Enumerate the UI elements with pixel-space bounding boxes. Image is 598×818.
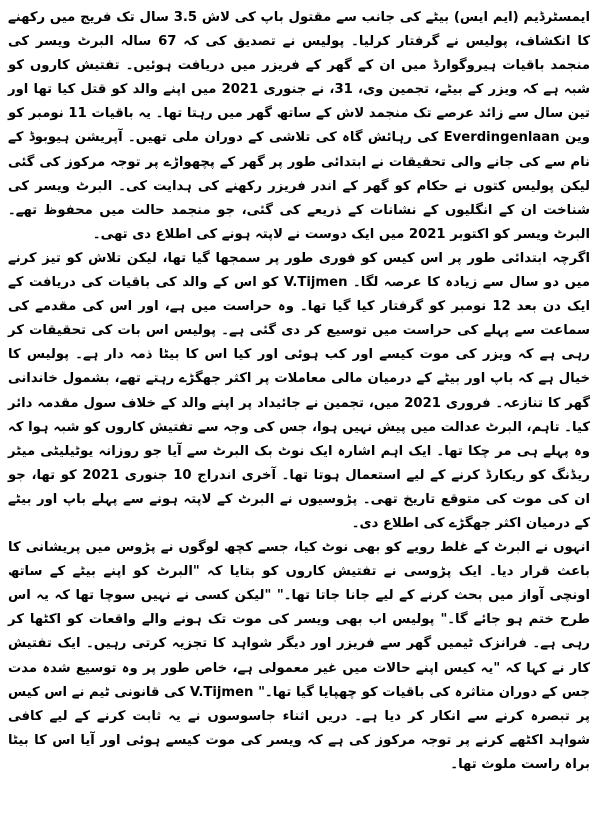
article-paragraph-1: ایمسٹرڈیم (ایم ایس) بیٹے کی جانب سے مقتول باپ کی لاش 3.5 سال تک فریج میں رکھنے کا انکشاف، پولیس نے گرفتار کرلیا۔ پولیس نے تصدیق کی کہ 67 سالہ البرٹ ویسر کی منجمد باقیات ہیروگوارڈ میں ان کے گھر کے فریزر میں دریافت ہوئیں۔ تفتیش کاروں کو شبہ ہے کہ ویزر کے بیٹے، تجمین وی، 31، نے جنوری 2021 میں اپنے والد کو قتل کیا تھا اور تین سال سے زائد عرصے تک منجمد لاش کے ساتھ گھر میں رہتا تھا۔ یہ باقیات 11 نومبر کو وین Everdingenlaan کی رہائش گاہ کی تلاشی کے دوران ملی تھیں۔ آپریشن ہیوبوڈ کے نام سے کی جانے والی تحقیقات نے ابتدائی طور پر گھر کے پچھواڑے پر توجہ مرکوز کی گئی لیکن پولیس کتوں نے حکام کو گھر کے اندر فریزر رکھنے کی ہدایت کی۔ البرٹ ویسر کی شناخت ان کے انگلیوں کے نشانات کے ذریعے کی گئی، جو منجمد حالت میں محفوظ تھے۔ البرٹ ویسر کو اکتوبر 2021 میں ایک دوست نے لاپتہ ہونے کی اطلاع دی تھی۔ xyxy=(8,10,591,242)
article-body xyxy=(8,6,590,777)
article-paragraph-2: اگرچہ ابتدائی طور پر اس کیس کو فوری طور پر سمجھا گیا تھا، لیکن تلاش کو تیز کرنے میں دو سال سے زیادہ کا عرصہ لگا۔ V.Tijmen کو اس کے والد کی باقیات کی دریافت کے ایک دن بعد 12 نومبر کو گرفتار کیا گیا تھا۔ وہ حراست میں ہے، اور اس کی مقدمے کی سماعت سے پہلے کی حراست میں توسیع کر دی گئی ہے۔ پولیس اس بات کی تحقیقات کر رہی ہے کہ ویزر کی موت کیسے اور کب ہوئی اور کیا اس کا بیٹا ذمہ دار ہے۔ پولیس کا خیال ہے کہ باپ اور بیٹے کے درمیان مالی معاملات پر اکثر جھگڑے رہتے تھے، بشمول خاندانی گھر کا تنازعہ۔ فروری 2021 میں، تجمین نے جائیداد پر اپنے والد کے خلاف سول مقدمہ دائر کیا۔ تاہم، البرٹ عدالت میں پیش نہیں ہوا، جس کی وجہ سے تفتیش کاروں کو شبہ ہوا کہ وہ پہلے ہی مر چکا تھا۔ ایک اہم اشارہ ایک نوٹ بک البرٹ سے آیا جو روزانہ یوٹیلیٹی میٹر ریڈنگ کو ریکارڈ کرنے کے لیے استعمال ہوتا تھا۔ آخری اندراج 10 جنوری 2021 کو تھا، جو ان کی موت کی متوقع تاریخ تھی۔ پڑوسیوں نے البرٹ کے لاپتہ ہونے سے پہلے باپ اور بیٹے کے درمیان اکثر جھگڑے کی اطلاع دی۔ xyxy=(8,250,591,531)
article-paragraph-3: انہوں نے البرٹ کے غلط رویے کو بھی نوٹ کیا، جسے کچھ لوگوں نے پڑوس میں پریشانی کا باعث قرار دیا۔ ایک پڑوسی نے تفتیش کاروں کو بتایا کہ "البرٹ کو اپنے بیٹے کے ساتھ اونچی آواز میں بحث کرنے کے لیے جانا جاتا تھا۔" "لیکن کسی نے نہیں سوچا تھا کہ یہ اس طرح ختم ہو جائے گا۔" پولیس اب بھی ویسر کی موت تک ہونے والے واقعات کو اکٹھا کر رہی ہے۔ فرانزک ٹیمیں گھر سے فریزر اور دیگر شواہد کا تجزیہ کرتی رہیں۔ ایک تفتیش کار نے کہا کہ "یہ کیس اپنے حالات میں غیر معمولی ہے، خاص طور پر وہ توسیع شدہ مدت جس کے دوران متاثرہ کی باقیات کو چھپایا گیا تھا۔" V.Tijmen کی قانونی ٹیم نے اس کیس پر تبصرہ کرنے سے انکار کر دیا ہے۔ دریں اثناء جاسوسوں نے یہ ثابت کرنے کے لیے کافی شواہد اکٹھے کرنے پر توجہ مرکوز کی ہے کہ ویسر کی موت کیسے ہوئی اور آیا اس کا بیٹا براہ راست ملوث تھا۔ xyxy=(8,540,590,772)
